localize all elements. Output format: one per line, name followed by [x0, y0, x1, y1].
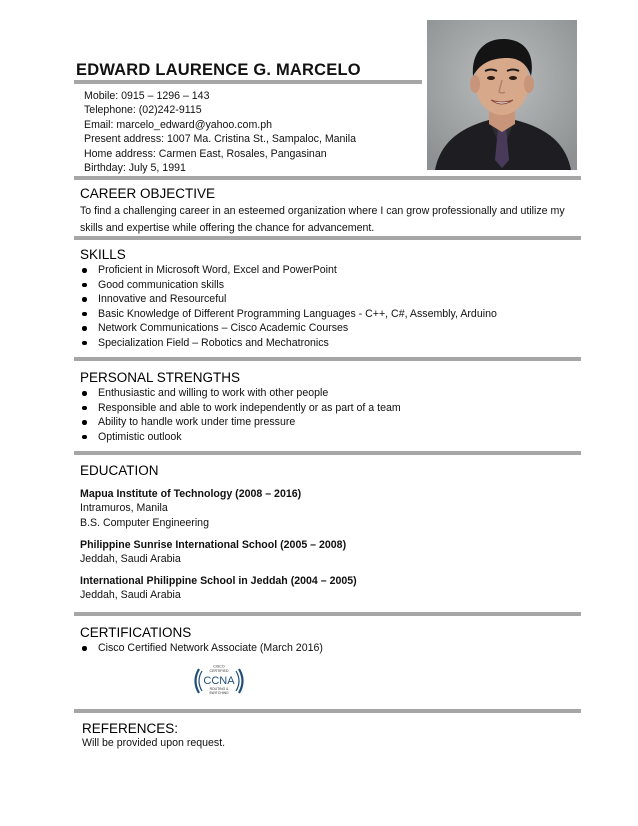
name-divider [74, 80, 422, 84]
section-divider-certifications [74, 612, 581, 616]
school-location: Jeddah, Saudi Arabia [80, 589, 181, 602]
certifications-list [80, 641, 323, 656]
references-text: Will be provided upon request. [82, 737, 226, 749]
education-entry [80, 538, 346, 567]
school-location: Intramuros, Manila [80, 502, 168, 515]
badge-sub1-text: ROUTING & [209, 687, 229, 691]
list-item: Optimistic outlook [80, 430, 401, 445]
career-objective-text [80, 203, 580, 236]
list-item: Enthusiastic and willing to work with other people [80, 386, 401, 401]
contact-info [84, 89, 356, 175]
list-item: Basic Knowledge of Different Programming Languages - C++, C#, Assembly, Arduino [80, 307, 497, 322]
contact-birthday: Birthday: July 5, 1991 [84, 162, 186, 175]
school-name: International Philippine School in Jeddah (2004 – 2005) [80, 575, 357, 587]
list-item: Responsible and able to work independently or as part of a team [80, 401, 401, 416]
contact-email: Email: marcelo_edward@yahoo.com.ph [84, 118, 272, 131]
references-heading: REFERENCES: [82, 721, 179, 736]
resume-name: EDWARD LAURENCE G. MARCELO [76, 61, 361, 79]
school-name: Mapua Institute of Technology (2008 – 2016) [80, 488, 302, 500]
school-location: Jeddah, Saudi Arabia [80, 553, 181, 566]
contact-present-address: Present address: 1007 Ma. Cristina St., Sampaloc, Manila [84, 133, 357, 146]
contact-home-address: Home address: Carmen East, Rosales, Pangasinan [84, 147, 327, 160]
ccna-badge-logo [191, 663, 247, 699]
education-entry [80, 487, 301, 530]
skills-heading: SKILLS [80, 247, 126, 262]
list-item: Specialization Field – Robotics and Mechatronics [80, 336, 497, 351]
badge-sub2-text: SWITCHING [209, 691, 229, 695]
badge-main-text: CCNA [203, 675, 235, 687]
section-divider-strengths [74, 357, 581, 361]
section-divider-objective [74, 176, 581, 180]
school-name: Philippine Sunrise International School (2005 – 2008) [80, 539, 347, 551]
certifications-heading: CERTIFICATIONS [80, 625, 192, 640]
career-objective-heading: CAREER OBJECTIVE [80, 186, 216, 201]
badge-top-text: CISCO [213, 664, 225, 669]
ccna-badge-graphic [191, 663, 247, 699]
section-divider-skills [74, 236, 581, 240]
contact-telephone: Telephone: (02)242-9115 [84, 104, 202, 117]
strengths-heading: PERSONAL STRENGTHS [80, 370, 241, 385]
career-objective-line: To find a challenging career in an esteemed organization where I can grow professionally and utilize my [80, 205, 565, 217]
career-objective-line: skills and expertise while offering the chance for advancement. [80, 221, 375, 234]
section-divider-education [74, 451, 581, 455]
list-item: Ability to handle work under time pressure [80, 415, 401, 430]
contact-mobile: Mobile: 0915 – 1296 – 143 [84, 90, 210, 102]
list-item: Cisco Certified Network Associate (March 2016) [80, 641, 323, 656]
badge-top2-text: CERTIFIED [209, 669, 229, 673]
strengths-list [80, 386, 401, 444]
portrait-image [427, 20, 577, 170]
school-degree: B.S. Computer Engineering [80, 516, 209, 529]
list-item: Good communication skills [80, 278, 497, 293]
list-item: Innovative and Resourceful [80, 292, 497, 307]
list-item: Proficient in Microsoft Word, Excel and PowerPoint [80, 263, 497, 278]
profile-photo [427, 20, 577, 170]
list-item: Network Communications – Cisco Academic Courses [80, 321, 497, 336]
skills-list [80, 263, 497, 351]
section-divider-references [74, 709, 581, 713]
education-heading: EDUCATION [80, 463, 159, 478]
education-entry [80, 574, 357, 603]
